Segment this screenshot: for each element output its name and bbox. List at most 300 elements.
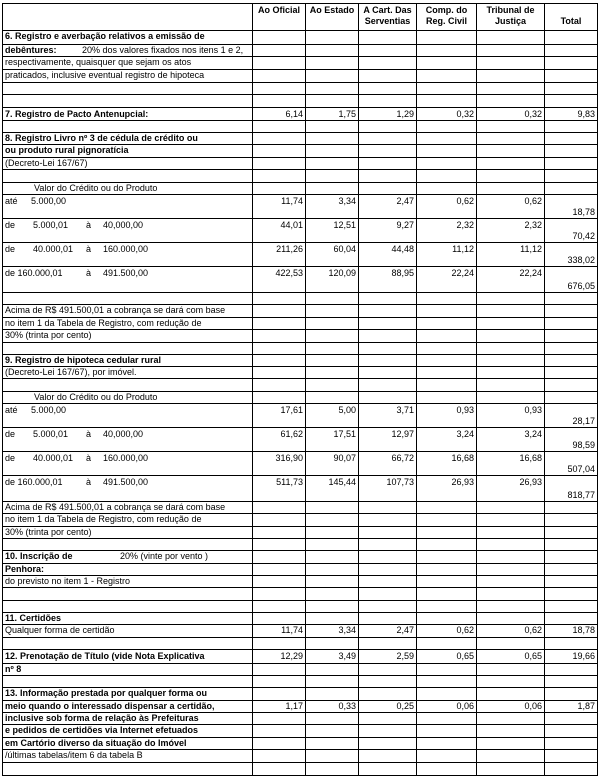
sec8-range-row: [2, 266, 253, 293]
sec9-range-justica: [476, 451, 545, 476]
sec8-note3-justica: [476, 329, 545, 343]
blank-row: [2, 169, 253, 183]
sec8-range-civil: [416, 194, 477, 219]
sec8-note3-estado: [305, 329, 359, 343]
value: 3,71: [396, 405, 414, 415]
sec9-range-total: [544, 427, 598, 452]
blank-row-justica: [476, 94, 545, 108]
sec8-note3-oficial: [252, 329, 306, 343]
cell-text: (Decreto-Lei 167/67), por imóvel.: [5, 367, 137, 377]
sec13-footnote-civil: [416, 749, 477, 763]
header-serventias: [358, 3, 417, 31]
sec9-range-justica: [476, 403, 545, 428]
sec8-range-serventias: [358, 266, 417, 293]
sec12-row-civil: [416, 649, 477, 664]
sec6-title-serventias: [358, 30, 417, 45]
header-label: Tribunal de Justiça: [486, 5, 535, 26]
sec10-title: [2, 550, 253, 564]
sec9-range-row: [2, 427, 253, 452]
sec8-range-oficial: [252, 266, 306, 293]
sec13-line4-oficial: [252, 724, 306, 738]
sec9-range-serventias: [358, 475, 417, 502]
sec8-range-civil: [416, 218, 477, 243]
value: 0,32: [524, 109, 542, 119]
sec9-note2-civil: [416, 513, 477, 527]
sec13-line4-serventias: [358, 724, 417, 738]
blank-row-civil: [416, 378, 477, 392]
sec6-line3-total: [544, 56, 598, 70]
sec8-range-justica: [476, 242, 545, 267]
value: 818,77: [567, 490, 595, 500]
value: 1,17: [285, 701, 303, 711]
sec9-range-estado: [305, 451, 359, 476]
value: 0,93: [524, 405, 542, 415]
sec7-row: [2, 107, 253, 121]
value: 18,78: [572, 625, 595, 635]
sec9-range-estado: [305, 403, 359, 428]
value: 19,66: [572, 651, 595, 661]
sec11-row: [2, 624, 253, 638]
value: 120,09: [328, 268, 356, 278]
blank-row-estado: [305, 587, 359, 601]
sec8-note3-civil: [416, 329, 477, 343]
sec7-row-serventias: [358, 107, 417, 121]
sec7-row-estado: [305, 107, 359, 121]
sec8-note1-total: [544, 304, 598, 318]
value: 0,93: [456, 405, 474, 415]
sec13-line4-estado: [305, 724, 359, 738]
cell-text: 40.000,01: [33, 244, 74, 254]
cell-text: à: [86, 268, 92, 278]
sec8-range-serventias: [358, 194, 417, 219]
sec11-row-estado: [305, 624, 359, 638]
sec9-range-oficial: [252, 475, 306, 502]
cell-text: Qualquer forma de certidão: [5, 625, 115, 635]
cell-text: no item 1 da Tabela de Registro, com redução de: [5, 514, 202, 524]
sec8-range-civil: [416, 266, 477, 293]
cell-text: 491.500,00: [103, 477, 149, 487]
blank-row-estado: [305, 169, 359, 183]
sec9-note2-justica: [476, 513, 545, 527]
header-total: [544, 3, 598, 31]
cell-text: Acima de R$ 491.500,01 a cobrança se dará com base: [5, 305, 226, 315]
sec8-note1-civil: [416, 304, 477, 318]
sec6-line4-civil: [416, 69, 477, 83]
sec9-range-civil: [416, 427, 477, 452]
sec8-range-estado: [305, 266, 359, 293]
value: 2,32: [524, 220, 542, 230]
sec13-footnote-oficial: [252, 749, 306, 763]
cell-text: nº 8: [5, 664, 22, 674]
cell-text: 20% (vinte por vento ): [120, 551, 209, 561]
value: 6,14: [285, 109, 303, 119]
value: 98,59: [572, 440, 595, 450]
header-estado: [305, 3, 359, 31]
sec8-range-justica: [476, 194, 545, 219]
blank-row-civil: [416, 169, 477, 183]
sec8-range-total: [544, 266, 598, 293]
cell-text: de: [5, 453, 16, 463]
cell-text: (Decreto-Lei 167/67): [5, 158, 88, 168]
value: 107,73: [386, 477, 414, 487]
value: 12,97: [391, 429, 414, 439]
cell-text: /últimas tabelas/item 6 da tabela B: [5, 750, 143, 760]
blank-row: [2, 94, 253, 108]
blank-row-serventias: [358, 378, 417, 392]
header-justica: [476, 3, 545, 31]
sec9-range-serventias: [358, 427, 417, 452]
value: 3,34: [338, 196, 356, 206]
cell-text: e pedidos de certidões via Internet efetuados: [5, 725, 199, 735]
cell-text: até: [5, 196, 18, 206]
sec9-note2-oficial: [252, 513, 306, 527]
cell-text: à: [86, 429, 92, 439]
blank-row-justica: [476, 762, 545, 776]
sec8-line2-civil: [416, 144, 477, 158]
sec11-row-justica: [476, 624, 545, 638]
cell-text: Penhora:: [5, 564, 45, 574]
value: 5,00: [338, 405, 356, 415]
sec6-line3-serventias: [358, 56, 417, 70]
value: 422,53: [275, 268, 303, 278]
sec9-note2-serventias: [358, 513, 417, 527]
value: 2,59: [396, 651, 414, 661]
sec8-range-serventias: [358, 218, 417, 243]
sec8-range-row: [2, 242, 253, 267]
sec13-footnote: [2, 749, 253, 763]
cell-text: 8. Registro Livro nº 3 de cédula de crédito ou: [5, 133, 198, 143]
cell-text: 40,000,00: [103, 429, 144, 439]
cell-text: 491.500,00: [103, 268, 149, 278]
value: 0,65: [524, 651, 542, 661]
sec8-range-estado: [305, 194, 359, 219]
blank-row-estado: [305, 378, 359, 392]
sec8-range-oficial: [252, 242, 306, 267]
sec10-title-justica: [476, 550, 545, 564]
blank-row: [2, 587, 253, 601]
sec6-line4-oficial: [252, 69, 306, 83]
blank-row-serventias: [358, 169, 417, 183]
value: 26,93: [451, 477, 474, 487]
sec8-note1-oficial: [252, 304, 306, 318]
blank-row-oficial: [252, 587, 306, 601]
sec8-range-serventias: [358, 242, 417, 267]
cell-text: inclusive sob forma de relação às Prefeituras: [5, 713, 199, 723]
blank-row-estado: [305, 762, 359, 776]
sec8-range-row: [2, 218, 253, 243]
sec12-row-justica: [476, 649, 545, 664]
value: 1,29: [396, 109, 414, 119]
blank-row-serventias: [358, 587, 417, 601]
sec8-range-total: [544, 242, 598, 267]
sec9-range-total: [544, 451, 598, 476]
cell-text: 5.000,01: [33, 220, 69, 230]
blank-row-total: [544, 762, 598, 776]
value: 90,07: [333, 453, 356, 463]
cell-text: 5.000,00: [31, 405, 67, 415]
sec9-range-justica: [476, 427, 545, 452]
value: 0,62: [524, 196, 542, 206]
blank-row-total: [544, 169, 598, 183]
sec13-line4: [2, 724, 253, 738]
sec8-line2-estado: [305, 144, 359, 158]
value: 0,33: [338, 701, 356, 711]
cell-text: praticados, inclusive eventual registro de hipoteca: [5, 70, 205, 80]
cell-text: 30% (trinta por cento): [5, 527, 92, 537]
sec10-title-oficial: [252, 550, 306, 564]
value: 3,24: [456, 429, 474, 439]
sec8-line2-total: [544, 144, 598, 158]
sec9-range-row: [2, 403, 253, 428]
value: 11,12: [520, 244, 542, 254]
value: 11,74: [281, 196, 303, 206]
sec9-range-row: [2, 475, 253, 502]
value: 2,47: [396, 196, 414, 206]
sec9-range-total: [544, 403, 598, 428]
cell-text: Valor do Crédito ou do Produto: [34, 392, 158, 402]
sec9-note2-estado: [305, 513, 359, 527]
cell-text: Valor do Crédito ou do Produto: [34, 183, 158, 193]
value: 1,87: [577, 701, 595, 711]
value: 9,83: [577, 109, 595, 119]
header-label: Ao Oficial: [257, 5, 300, 15]
sec9-range-oficial: [252, 451, 306, 476]
sec8-note1-estado: [305, 304, 359, 318]
sec13-footnote-total: [544, 749, 598, 763]
sec9-range-civil: [416, 451, 477, 476]
value: 88,95: [391, 268, 414, 278]
cell-text: 160.000,00: [103, 453, 149, 463]
sec11-row-civil: [416, 624, 477, 638]
sec13-line4-total: [544, 724, 598, 738]
value: 0,06: [524, 701, 542, 711]
sec6-title: [2, 30, 253, 45]
header-civil: [416, 3, 477, 31]
sec9-range-justica: [476, 475, 545, 502]
sec6-line4-serventias: [358, 69, 417, 83]
value: 211,26: [276, 244, 303, 254]
cell-text: de 160.000,01: [5, 477, 63, 487]
value: 511,73: [276, 477, 303, 487]
value: 145,44: [328, 477, 356, 487]
sec8-note1-serventias: [358, 304, 417, 318]
value: 9,27: [396, 220, 414, 230]
sec13-line4-civil: [416, 724, 477, 738]
sec6-line3-estado: [305, 56, 359, 70]
cell-text: 5.000,00: [31, 196, 67, 206]
sec6-title-total: [544, 30, 598, 45]
header-label: A Cart. Das Serventias: [363, 5, 412, 26]
value: 0,62: [456, 196, 474, 206]
cell-text: de: [5, 220, 16, 230]
sec7-row-civil: [416, 107, 477, 121]
cell-text: no item 1 da Tabela de Registro, com redução de: [5, 318, 202, 328]
sec8-range-total: [544, 218, 598, 243]
sec8-range-row: [2, 194, 253, 219]
sec13-title-oficial: [252, 687, 306, 701]
sec13-title-civil: [416, 687, 477, 701]
cell-text: meio quando o interessado dispensar a certidão,: [5, 701, 215, 711]
value: 18,78: [572, 207, 595, 217]
cell-text: à: [86, 220, 92, 230]
sec8-line2-justica: [476, 144, 545, 158]
blank-row-justica: [476, 378, 545, 392]
sec10-title-civil: [416, 550, 477, 564]
value: 0,06: [456, 701, 474, 711]
header-label: Comp. do Reg. Civil: [425, 5, 468, 26]
value: 3,24: [524, 429, 542, 439]
sec6-title-civil: [416, 30, 477, 45]
sec11-row-oficial: [252, 624, 306, 638]
sec7-row-oficial: [252, 107, 306, 121]
value: 316,90: [275, 453, 303, 463]
sec7-row-total: [544, 107, 598, 121]
value: 61,62: [280, 429, 303, 439]
sec9-note2-total: [544, 513, 598, 527]
sec9-range-estado: [305, 475, 359, 502]
value: 16,68: [519, 453, 542, 463]
sec13-footnote-estado: [305, 749, 359, 763]
value: 3,34: [338, 625, 356, 635]
header-oficial: [252, 3, 306, 31]
value: 11,74: [281, 625, 303, 635]
sec6-line4-total: [544, 69, 598, 83]
value: 0,65: [456, 651, 474, 661]
sec8-range-oficial: [252, 194, 306, 219]
blank-row-serventias: [358, 94, 417, 108]
value: 66,72: [391, 453, 414, 463]
sec6-title-estado: [305, 30, 359, 45]
sec6-line3-civil: [416, 56, 477, 70]
value: 2,47: [396, 625, 414, 635]
cell-text: Acima de R$ 491.500,01 a cobrança se dará com base: [5, 502, 226, 512]
sec9-range-row: [2, 451, 253, 476]
cell-text: em Cartório diverso da situação do Imóvel: [5, 738, 187, 748]
value: 70,42: [572, 231, 595, 241]
value: 12,29: [280, 651, 303, 661]
sec9-range-total: [544, 475, 598, 502]
sec9-range-civil: [416, 403, 477, 428]
sec8-note3-total: [544, 329, 598, 343]
value: 3,49: [338, 651, 356, 661]
cell-text: de: [5, 429, 16, 439]
cell-text: até: [5, 405, 18, 415]
cell-text: 5.000,01: [33, 429, 69, 439]
cell-text: de: [5, 244, 16, 254]
sec8-note1-justica: [476, 304, 545, 318]
sec9-range-serventias: [358, 451, 417, 476]
cell-text: de 160.000,01: [5, 268, 63, 278]
blank-row-oficial: [252, 169, 306, 183]
cell-text: 6. Registro e averbação relativos a emissão de: [5, 31, 205, 41]
cell-text: debêntures:: [5, 45, 57, 55]
header-label: Ao Estado: [309, 5, 355, 15]
sec8-line2: [2, 144, 253, 158]
value: 12,51: [333, 220, 356, 230]
cell-text: 12. Prenotação de Título (vide Nota Explicativa: [5, 651, 205, 661]
sec10-title-serventias: [358, 550, 417, 564]
blank-row-estado: [305, 94, 359, 108]
header-label: Total: [560, 16, 582, 26]
cell-text: ou produto rural pignoratícia: [5, 145, 129, 155]
value: 0,62: [456, 625, 474, 635]
sec13-title-total: [544, 687, 598, 701]
value: 22,24: [451, 268, 474, 278]
sec8-note3-serventias: [358, 329, 417, 343]
value: 28,17: [572, 416, 595, 426]
blank-row-civil: [416, 762, 477, 776]
sec9-note2: [2, 513, 253, 527]
blank-row: [2, 762, 253, 776]
value: 44,01: [280, 220, 303, 230]
value: 17,61: [280, 405, 303, 415]
sec8-range-justica: [476, 266, 545, 293]
fee-table: [3, 4, 598, 776]
blank-row-justica: [476, 169, 545, 183]
sec8-range-total: [544, 194, 598, 219]
blank-row-oficial: [252, 94, 306, 108]
cell-text: à: [86, 477, 92, 487]
sec7-row-justica: [476, 107, 545, 121]
sec6-line4-justica: [476, 69, 545, 83]
sec12-row-total: [544, 649, 598, 664]
sec10-title-total: [544, 550, 598, 564]
sec8-range-estado: [305, 242, 359, 267]
sec8-range-estado: [305, 218, 359, 243]
sec13-title-justica: [476, 687, 545, 701]
cell-text: 20% dos valores fixados nos itens 1 e 2,: [82, 45, 244, 55]
cell-text: respectivamente, quaisquer que sejam os atos: [5, 57, 192, 67]
sec13-title-estado: [305, 687, 359, 701]
cell-text: do previsto no item 1 - Registro: [5, 576, 131, 586]
blank-row-total: [544, 94, 598, 108]
value: 676,05: [567, 281, 595, 291]
sec8-note1: [2, 304, 253, 318]
value: 0,32: [456, 109, 474, 119]
sec9-range-estado: [305, 427, 359, 452]
sec13-line4-justica: [476, 724, 545, 738]
value: 16,68: [451, 453, 474, 463]
sec10-title-estado: [305, 550, 359, 564]
cell-text: 40,000,00: [103, 220, 144, 230]
sec8-line2-serventias: [358, 144, 417, 158]
value: 60,04: [333, 244, 356, 254]
blank-row-oficial: [252, 378, 306, 392]
sec6-title-oficial: [252, 30, 306, 45]
sec6-title-justica: [476, 30, 545, 45]
cell-text: 10. Inscrição de: [5, 551, 73, 561]
blank-row-justica: [476, 587, 545, 601]
sec13-title: [2, 687, 253, 701]
blank-row-total: [544, 587, 598, 601]
cell-text: 30% (trinta por cento): [5, 330, 92, 340]
blank-row-serventias: [358, 762, 417, 776]
blank-row-civil: [416, 94, 477, 108]
sec13-footnote-serventias: [358, 749, 417, 763]
sec9-range-oficial: [252, 427, 306, 452]
sec6-line3: [2, 56, 253, 70]
sec6-line4: [2, 69, 253, 83]
sec8-range-oficial: [252, 218, 306, 243]
sec12-row-serventias: [358, 649, 417, 664]
blank-row-total: [544, 378, 598, 392]
sec11-row-serventias: [358, 624, 417, 638]
sec12-row-estado: [305, 649, 359, 664]
value: 2,32: [456, 220, 474, 230]
cell-text: 9. Registro de hipoteca cedular rural: [5, 355, 162, 365]
cell-text: 160.000,00: [103, 244, 149, 254]
sec12-row-oficial: [252, 649, 306, 664]
